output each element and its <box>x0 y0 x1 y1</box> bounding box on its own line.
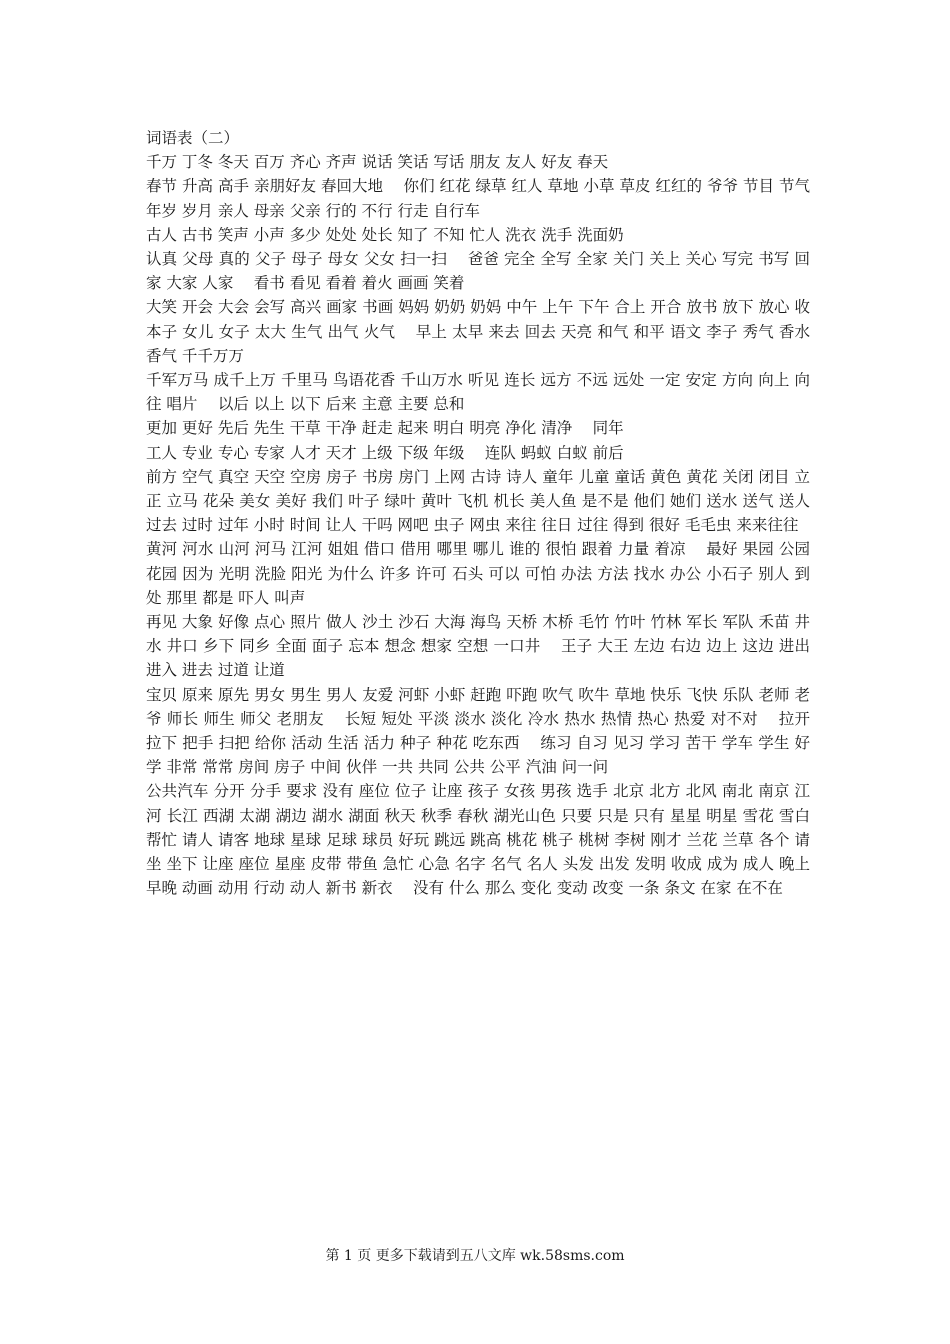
word-list-paragraph: 前方 空气 真空 天空 空房 房子 书房 房门 上网 古诗 诗人 童年 儿童 童话 黄色 黄花 关闭 闭目 立正 立马 花朵 美女 美好 我们 叶子 绿叶 黄叶 飞机 机长 美人鱼 是不是 他们 她们 送水 送气 送人 过去 过时 过年 小时 时间 让人 干吗 网吧 虫子 网虫 来往 往日 过往 得到 很好 毛毛虫 来来往往 <box>146 467 810 535</box>
word-list-paragraph: 认真 父母 真的 父子 母子 母女 父女 扫一扫 爸爸 完全 全写 全家 关门 关上 关心 写完 书写 回家 大家 人家 看书 看见 看着 着火 画画 笑着 <box>146 250 810 293</box>
word-list-paragraph: 公共汽车 分开 分手 要求 没有 座位 位子 让座 孩子 女孩 男孩 选手 北京 北方 北风 南北 南京 江河 长江 西湖 太湖 湖边 湖水 湖面 秋天 秋季 春秋 湖光山色 只要 只是 只有 星星 明星 雪花 雪白 帮忙 请人 请客 地球 星球 足球 球员 好玩 跳远 跳高 桃花 桃子 桃树 李树 刚才 兰花 兰草 各个 请坐 坐下 让座 座位 星座 皮带 带鱼 急忙 心急 名字 名气 名人 头发 出发 发明 收成 成为 成人 晚上 早晚 动画 动用 行动 动人 新书 新衣 没有 什么 那么 变化 变动 改变 一条 条文 在家 在不在 <box>146 782 810 898</box>
word-list-paragraph: 更加 更好 先后 先生 干草 干净 赶走 起来 明白 明亮 净化 清净 同年 <box>146 419 624 438</box>
page-footer: 第 1 页 更多下载请到五八文库 wk.58sms.com <box>325 1248 625 1264</box>
word-list-paragraph: 黄河 河水 山河 河马 江河 姐姐 借口 借用 哪里 哪儿 谁的 很怕 跟着 力量 着凉 最好 果园 公园 花园 因为 光明 洗脸 阳光 为什么 许多 许可 石头 可以 可怕 办法 方法 找水 办公 小石子 别人 到处 那里 都是 吓人 叫声 <box>146 540 810 607</box>
document-body <box>146 126 810 901</box>
page-title: 词语表（二） <box>146 129 240 147</box>
word-list-paragraph: 千万 丁冬 冬天 百万 齐心 齐声 说话 笑话 写话 朋友 友人 好友 春天 <box>146 153 609 172</box>
word-list-paragraph: 宝贝 原来 原先 男女 男生 男人 友爱 河虾 小虾 赶跑 吓跑 吹气 吹牛 草地 快乐 飞快 乐队 老师 老爷 师长 师生 师父 老朋友 长短 短处 平淡 淡水 淡化 冷水 热水 热情 热心 热爱 对不对 拉开 拉下 把手 扫把 给你 活动 生活 活力 种子 种花 吃东西 练习 自习 见习 学习 苦干 学车 学生 好学 非常 常常 房间 房子 中间 伙伴 一共 共同 公共 公平 汽油 问一问 <box>146 685 810 777</box>
word-list-paragraph: 春节 升高 高手 亲朋好友 春回大地 你们 红花 绿草 红人 草地 小草 草皮 红红的 爷爷 节目 节气 年岁 岁月 亲人 母亲 父亲 行的 不行 行走 自行车 <box>146 177 810 220</box>
word-list-paragraph: 工人 专业 专心 专家 人才 天才 上级 下级 年级 连队 蚂蚁 白蚁 前后 <box>146 443 624 462</box>
word-list-paragraph: 再见 大象 好像 点心 照片 做人 沙土 沙石 大海 海鸟 天桥 木桥 毛竹 竹叶 竹林 军长 军队 禾苗 井水 井口 乡下 同乡 全面 面子 忘本 想念 想家 空想 一口井 王子 大王 左边 右边 边上 这边 进出 进入 进去 过道 让道 <box>146 613 810 680</box>
word-list-paragraph: 千军万马 成千上万 千里马 鸟语花香 千山万水 听见 连长 远方 不远 远处 一定 安定 方向 向上 向往 唱片 以后 以上 以下 后来 主意 主要 总和 <box>146 371 810 414</box>
word-list-paragraph: 大笑 开会 大会 会写 高兴 画家 书画 妈妈 奶奶 奶妈 中午 上午 下午 合上 开合 放书 放下 放心 收本子 女儿 女子 太大 生气 出气 火气 早上 太早 来去 回去 天亮 和气 和平 语文 李子 秀气 香水 香气 千千万万 <box>146 298 810 365</box>
word-list-paragraph: 古人 古书 笑声 小声 多少 处处 处长 知了 不知 忙人 洗衣 洗手 洗面奶 <box>146 225 624 244</box>
